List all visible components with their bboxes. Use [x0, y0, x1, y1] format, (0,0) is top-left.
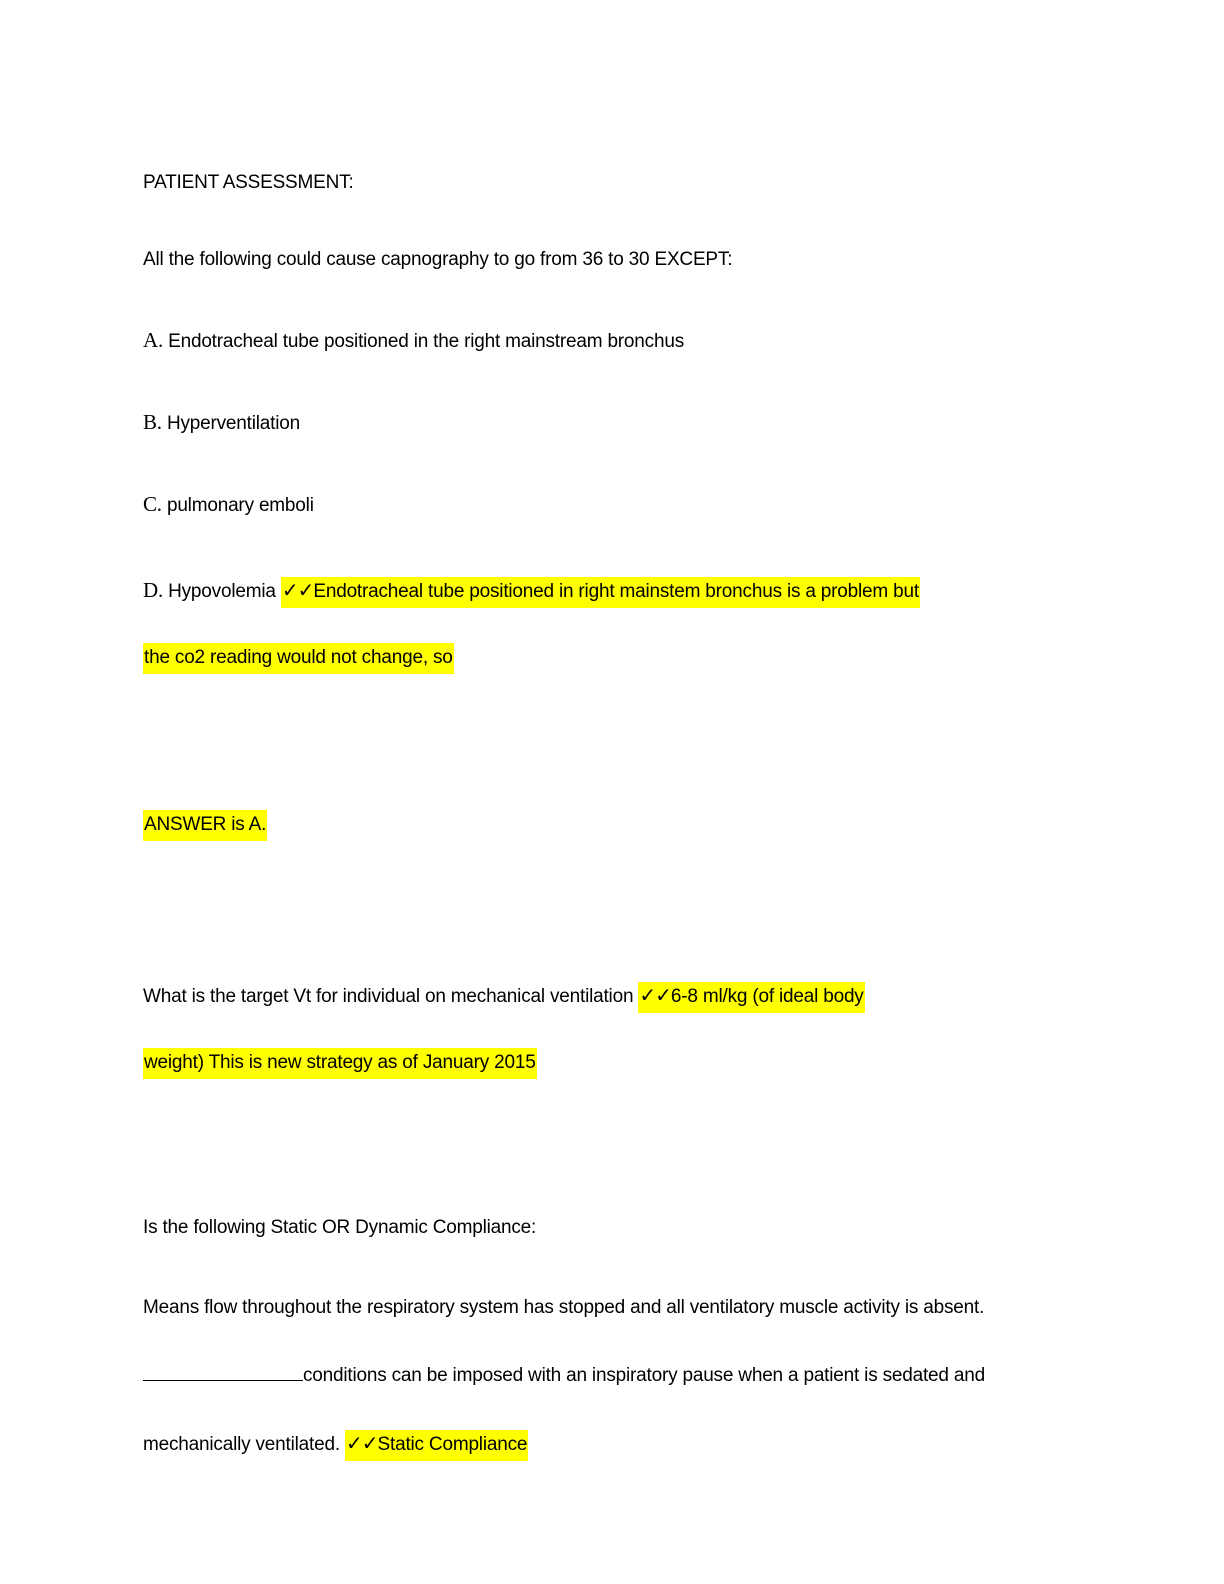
- section-heading: PATIENT ASSESSMENT:: [143, 172, 354, 193]
- fill-in-blank: [143, 1362, 303, 1381]
- question-1-final-answer: [143, 813, 267, 837]
- option-letter: B.: [143, 410, 162, 434]
- question-1-option-b: [143, 410, 300, 436]
- option-letter: A.: [143, 328, 164, 352]
- question-1-option-c: [143, 492, 314, 518]
- answer-explanation-line-2: the co2 reading would not change, so: [143, 643, 454, 674]
- option-text: Hyperventilation: [166, 413, 300, 434]
- answer-line-2: weight) This is new strategy as of January 2015: [143, 1048, 537, 1079]
- option-text: pulmonary emboli: [166, 495, 314, 516]
- question-3-line-2: conditions can be imposed with an inspiratory pause when a patient is sedated and: [143, 1362, 985, 1388]
- question-2-stem: What is the target Vt for individual on mechanical ventilation ✓✓6-8 ml/kg (of ideal body: [143, 983, 865, 1009]
- double-check-icon: ✓✓: [346, 1431, 378, 1455]
- highlighted-answer: [345, 1430, 528, 1461]
- answer-final: ANSWER is A.: [143, 810, 267, 841]
- question-1-option-d: [143, 578, 920, 604]
- double-check-icon: ✓✓: [281, 578, 314, 602]
- answer-text: Static Compliance: [377, 1434, 528, 1455]
- question-1-option-a: [143, 328, 684, 354]
- option-letter: D.: [143, 578, 164, 602]
- question-1-answer-continued: [143, 646, 454, 670]
- question-3-stem: Is the following Static OR Dynamic Compliance:: [143, 1217, 537, 1238]
- option-text: Endotracheal tube positioned in the right mainstream bronchus: [168, 331, 685, 352]
- question-3-line-1: Means flow throughout the respiratory system has stopped and all ventilatory muscle activity is absent.: [143, 1297, 985, 1318]
- question-2-answer-continued: [143, 1051, 537, 1075]
- double-check-icon: ✓✓: [639, 983, 671, 1007]
- question-1-stem: All the following could cause capnography to go from 36 to 30 EXCEPT:: [143, 249, 733, 270]
- option-text: Hypovolemia: [168, 581, 276, 602]
- answer-line-1: 6-8 ml/kg (of ideal body: [670, 986, 864, 1007]
- highlighted-answer: [638, 982, 864, 1013]
- highlighted-answer: [281, 577, 920, 608]
- question-3-line-3: mechanically ventilated. ✓✓Static Compliance: [143, 1431, 528, 1457]
- answer-explanation-line-1: Endotracheal tube positioned in right mainstem bronchus is a problem but: [313, 581, 919, 602]
- option-letter: C.: [143, 492, 162, 516]
